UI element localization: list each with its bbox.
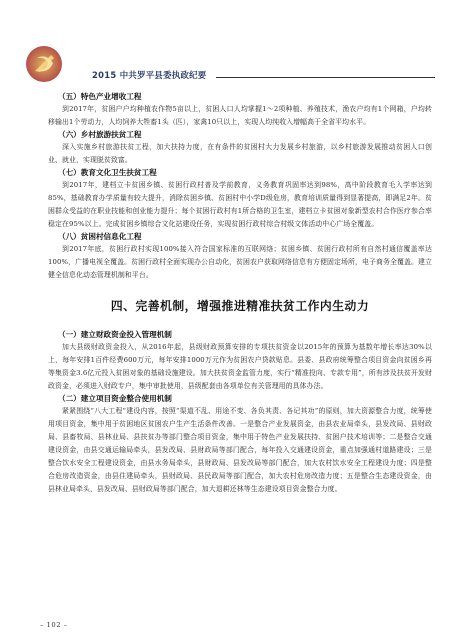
paragraph: 加大县级财政资金投入，从2016年起，县级财政预算安排的专项扶贫资金以2015年的预算为基数年增长率达30%以上，每年安排1百件经费600万元，每年安排1000万元作为贫困农户贷款贴息。县委、县政府统筹整合项目资金向贫困乡再等集资金3.6亿元投入贫困对象的基础设施建设。加大扶贫资金监管力度，实行“精准投向、专款专用”，所有涉及扶贫开发财政资金，必须进入财政专户，集中审批使用，县级配套由各项单位有关管理用的具体办法。 — [48, 343, 432, 390]
section-heading-7: （七）教育文化卫生扶贫工程 — [58, 168, 157, 177]
section-heading-6: （六）乡村旅游扶贫工程 — [58, 130, 142, 139]
part-title: 四、完善机制，增强推进精准扶贫工作内生动力 — [110, 299, 370, 313]
section-heading-5: （五）特色产业增收工程 — [58, 92, 142, 101]
running-title: 2015 中共罗平县委执政纪要 — [92, 70, 207, 80]
header-rule — [216, 77, 435, 78]
section-body-5 — [48, 103, 432, 129]
page-header — [0, 0, 471, 92]
page-content — [48, 91, 432, 496]
section-body-8 — [48, 243, 432, 282]
subsection-body-1 — [48, 341, 432, 393]
subsection-heading-1: （一）建立财政资金投入管理机制 — [58, 330, 172, 339]
subsection-heading-2: （二）建立项目资金整合使用机制 — [58, 394, 172, 403]
section-body-7 — [48, 179, 432, 231]
paragraph: 紧紧围绕“八大工程”建设内容，按照“渠道不乱、用途不变、各负其责、各记其功”的原则，加大资源整合力度，统筹使用项目资金，集中用于贫困地区贫困农户生产生活条件改善。一是整合产业发展资金，由县农业局牵头，县发改局、县财政局、县畜牧局、县林业局、县扶贫办等部门整合项目资金，集中用于特色产业发展扶持、贫困户技术培训等；二是整合交通建设资金，由县交通运输局牵头，县发改局、县财政局等部门配合，每年投入交通建设资金，重点加强通村道路建设；三是整合饮水安全工程建设资金，由县水务局牵头，县财政局、县发改局等部门配合，加大农村饮水安全工程建设力度；四是整合危房改造资金，由县住建局牵头，县财政局、县民政局等部门配合，加大农村危房改造力度；五是整合生态建设资金，由县林业局牵头，县发改局、县财政局等部门配合，加大退耕还林等生态建设项目资金整合力度。 — [48, 407, 432, 493]
page-number: – 102 – — [40, 621, 68, 629]
section-body-6 — [48, 141, 432, 167]
paragraph: 深入实施乡村旅游扶贫工程，加大扶持力度，在有条件的贫困村大力发展乡村旅游，以乡村旅游发展推动贫困人口创业、就业，实现脱贫致富。 — [48, 143, 432, 164]
section-heading-8: （八）贫困村信息化工程 — [58, 232, 142, 241]
paragraph: 到2017年，建档立卡贫困乡镇、贫困行政村普及学前教育，义务教育巩固率达到98%，高中阶段教育毛入学率达到85%，基础教育办学质量有较大提升，消除贫困乡镇、贫困村中小学D级危房，教育培训质量得到显著提高，即满足2年。贫困群众受益的在职业技能和创业能力提升；每个贫困行政村有1所合格的卫生室，建档立卡贫困对象新型农村合作医疗参合率稳定在95%以上。完成贫困乡镇综合文化站建设任务，实现贫困行政村综合村级文体活动中心广场全覆盖。 — [48, 181, 432, 228]
subsection-body-2 — [48, 405, 432, 496]
paragraph: 到2017年，贫困户户均种植农作物5亩以上，贫困人口人均掌握1～2项种植、养殖技术，渔农户均有1个网箱，户均转移输出1个劳动力，人均饲养大牲畜1头（匹），家禽10只以上，实现人均纯收入增幅高于全省平均水平。 — [48, 105, 432, 126]
party-emblem-icon — [24, 44, 64, 84]
paragraph: 到2017年底，贫困行政村实现100%接入符合国家标准的互联网络；贫困乡镇、贫困行政村所有自然村通信覆盖率达100%，广播电视全覆盖。贫困行政村全面实现办公自动化，贫困农户获取网络信息有方便固定场所，电子商务全覆盖。建立健全信息化动态管理机制和平台。 — [48, 245, 432, 279]
